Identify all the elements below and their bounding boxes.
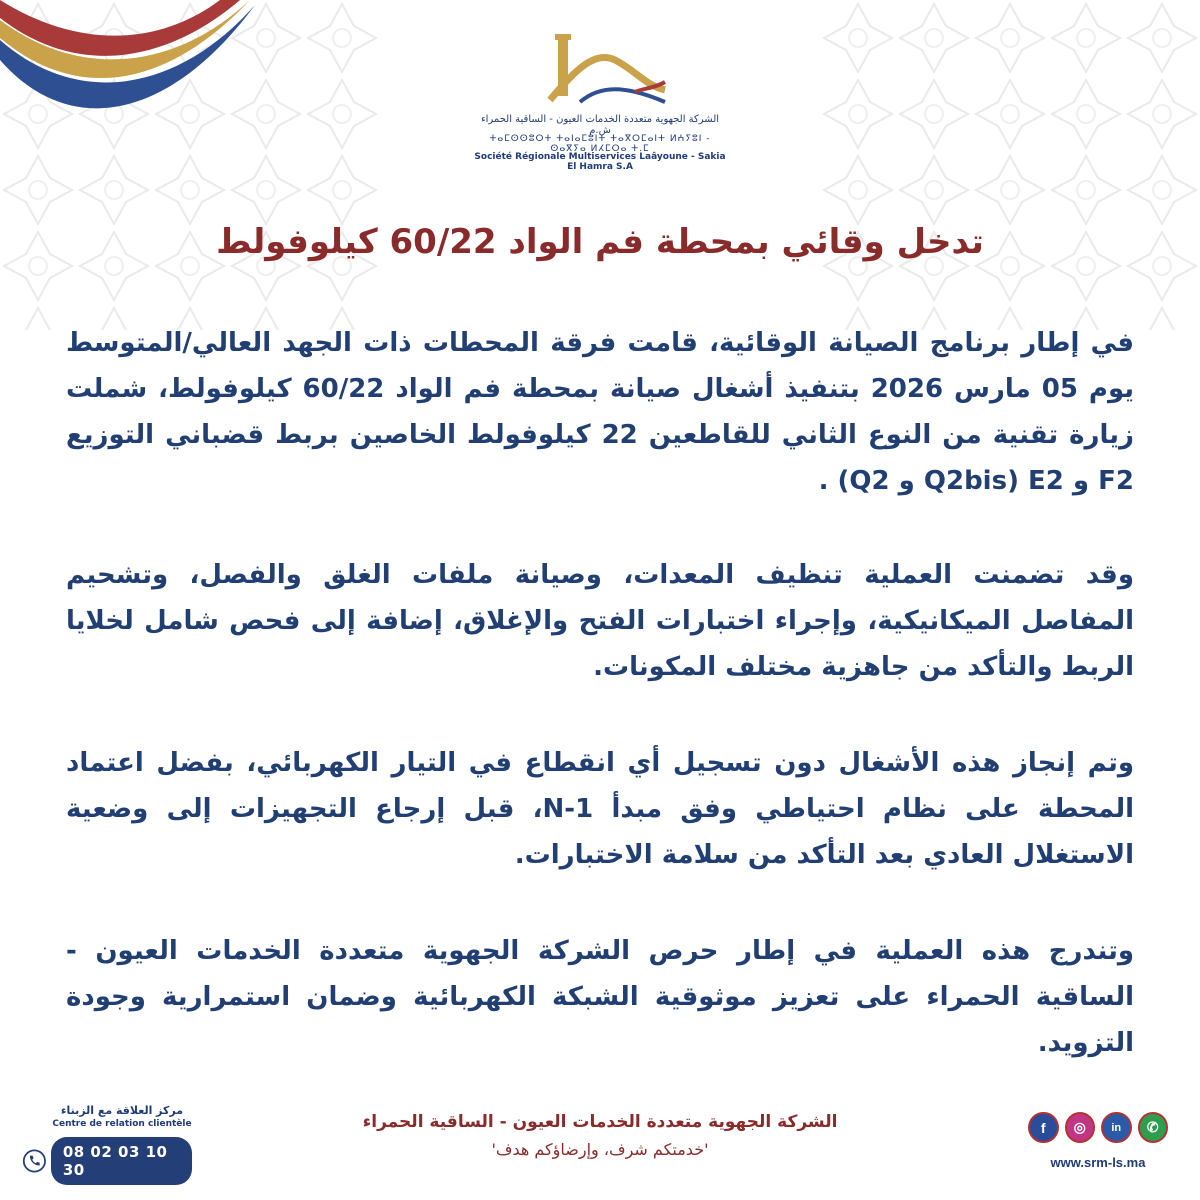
customer-center: [22, 1104, 192, 1185]
paragraph-4: وتندرج هذه العملية في إطار حرص الشركة الجهوية متعددة الخدمات العيون - الساقية الحمراء على تعزيز موثوقية الشبكة الكهربائية وضمان استمرارية وجودة التزويد.: [66, 936, 1134, 1058]
footer-company-name: الشركة الجهوية متعددة الخدمات العيون - الساقية الحمراء: [362, 1112, 838, 1132]
logo-emblem-icon: [540, 30, 670, 110]
brand-swoosh: [0, 0, 260, 130]
social-links: [1028, 1112, 1168, 1170]
paragraph-block-2: [66, 552, 1134, 690]
website-link[interactable]: www.srm-ls.ma: [1050, 1155, 1146, 1170]
logo-tifinagh-name: ⵜⴰⵎⵙⵙⵓⵔⵜ ⵜⴰⵏⴰⵎⵓⵏⵜ ⵜⴰⴳⵔⵎⴰⵏⵜ ⵍⵄⵢⵓⵏ - ⵙⴰⴳⵢⴰ ⵍⵃⵎⵔⴰ ⵜ.ⵎ: [489, 134, 711, 154]
footer-center: [300, 1112, 900, 1159]
phone-icon: [22, 1147, 47, 1175]
phone-number[interactable]: 08 02 03 10 30: [51, 1137, 192, 1185]
paragraph-block-3: [66, 740, 1134, 878]
page-title: تدخل وقائي بمحطة فم الواد 60/22 كيلوفولط: [216, 222, 984, 262]
logo-arabic-name: الشركة الجهوية متعددة الخدمات العيون - الساقية الحمراء ش.م: [480, 114, 720, 136]
whatsapp-icon[interactable]: ✆: [1138, 1112, 1169, 1143]
customer-center-arabic: مركز العلاقة مع الزبناء: [60, 1104, 184, 1117]
phone-row[interactable]: [22, 1137, 192, 1185]
paragraph-2: وقد تضمنت العملية تنظيف المعدات، وصيانة ملفات الغلق والفصل، وتشحيم المفاصل الميكانيكية، وإجراء اختبارات الفتح والإغلاق، إضافة إلى فحص شامل لخلايا الربط والتأكد من جاهزية مختلف المكونات.: [66, 560, 1134, 682]
linkedin-icon[interactable]: in: [1101, 1112, 1132, 1143]
logo-french-name: Société Régionale Multiservices Laâyoune - Sakia El Hamra S.A: [474, 152, 726, 172]
instagram-icon[interactable]: ◎: [1065, 1112, 1096, 1143]
paragraph-3: وتم إنجاز هذه الأشغال دون تسجيل أي انقطاع في التيار الكهربائي، بفضل اعتماد المحطة على نظام احتياطي وفق مبدأ N-1، قبل إرجاع التجهيزات إلى وضعية الاستغلال العادي بعد التأكد من سلامة الاختبارات.: [66, 748, 1134, 870]
facebook-icon[interactable]: f: [1028, 1112, 1059, 1143]
paragraph-block-1: [66, 320, 1134, 504]
background-pattern-right: [820, 0, 1200, 330]
paragraph-block-4: [66, 928, 1134, 1066]
paragraph-1: في إطار برنامج الصيانة الوقائية، قامت فرقة المحطات ذات الجهد العالي/المتوسط يوم 05 مارس 2026 بتنفيذ أشغال صيانة بمحطة فم الواد 60/22 كيلوفولط، شملت زيارة تقنية من النوع الثاني للقاطعين 22 كيلوفولط الخاصين بربط قضباني التوزيع F2 و E2 (Q2bis و Q2) .: [66, 328, 1135, 496]
customer-center-french: Centre de relation clientèle: [52, 1119, 192, 1129]
footer-motto: 'خدمتكم شرف، وإرضاؤكم هدف': [491, 1140, 709, 1159]
company-logo: [470, 30, 730, 170]
